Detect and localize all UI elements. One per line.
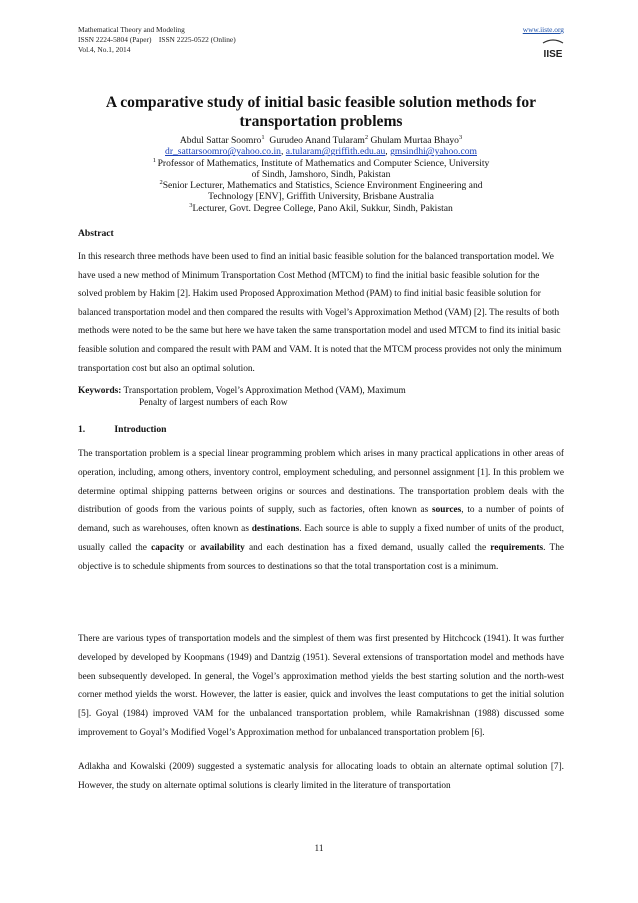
affiliation-2-cont: Technology [ENV], Griffith University, Brisbane Australia	[208, 191, 434, 203]
intro-paragraph-2: There are various types of transportation models and the simplest of them was first presented by Hitchcock (1941). It was further developed by developed by Koopmans (1949) and Dantzig (1951). Several extensions of transportation model and methods have been subsequently developed. In general, the Vogel’s approximation method yields the best starting solution and the north-west corner method yields the worst. However, the latter is easier, quick and involves the least computations to get the initial solution [5]. Goyal (1984) improved VAM for the unbalanced transportation problem, while Ramakrishnan (1988) discussed some improvement to Goyal’s Modified Vogel’s Approximation method for unbalanced transportation problem [6].	[78, 634, 564, 738]
keywords	[78, 385, 564, 409]
affiliation-3: $^3$Lecturer, Govt. Degree College, Pano Akil, Sukkur, Sindh, Pakistan	[189, 201, 453, 214]
affiliation-2: $^2$Senior Lecturer, Mathematics and Statistics, Science Environment Engineering and	[159, 179, 483, 192]
intro-paragraph-1: The transportation problem is a special linear programming problem which arises in many practical applications in other areas of operation, including, among others, inventory control, employment scheduling, and personnel assignment [1]. In this problem we determine optimal shipping patterns between origins or sources and destinations. The transportation problem deals with the distribution of goods from the various points of supply, such as factories, often known as sources, to a number of points of demand, such as warehouses, often known as destinations. Each source is able to supply a fixed number of units of the product, usually called the capacity or availability and each destination has a fixed demand, usually called the requirements. The objective is to schedule shipments from sources to destinations so that the total transportation cost is a minimum.	[78, 449, 565, 572]
journal-name: Mathematical Theory and Modeling	[78, 25, 185, 34]
section-number: 1.	[78, 424, 86, 435]
email-link-3[interactable]: gmsindhi@yahoo.com	[390, 146, 477, 158]
keywords-line-1: Transportation problem, Vogel’s Approximation Method (VAM), Maximum	[123, 386, 406, 396]
running-header	[78, 25, 236, 55]
section-heading	[78, 424, 166, 435]
paper-title: A comparative study of initial basic feasible solution methods for transportation problems	[105, 94, 537, 130]
abstract-heading: Abstract	[78, 228, 114, 239]
keywords-line-2: Penalty of largest numbers of each Row	[139, 398, 288, 408]
svg-text:IISE: IISE	[543, 49, 563, 60]
author-emails: dr_sattarsoomro@yahoo.co.in, a.tularam@griffith.edu.au, gmsindhi@yahoo.com	[165, 146, 477, 158]
affiliation-1: $^1$ Professor of Mathematics, Institute of Mathematics and Computer Science, University	[152, 156, 490, 169]
issn-line: ISSN 2224-5804 (Paper) ISSN 2225-0522 (Online)	[78, 35, 236, 44]
section-title: Introduction	[114, 424, 167, 435]
email-link-2[interactable]: a.tularam@griffith.edu.au	[285, 146, 386, 158]
author-names: Abdul Sattar Soomro$^1$ Gurudeo Anand Tularam$^2$ Ghulam Murtaa Bhayo$^3$	[179, 133, 463, 146]
keywords-label: Keywords:	[78, 386, 122, 396]
iiste-logo	[540, 37, 566, 61]
email-link-1[interactable]: dr_sattarsoomro@yahoo.co.in	[165, 146, 281, 158]
volume-line: Vol.4, No.1, 2014	[78, 45, 131, 54]
journal-website-link[interactable]: www.iiste.org	[522, 25, 564, 34]
affiliation-1-cont: of Sindh, Jamshoro, Sindh, Pakistan	[251, 168, 391, 180]
page-number: 11	[314, 844, 324, 854]
intro-paragraph-3: Adlakha and Kowalski (2009) suggested a systematic analysis for allocating loads to obtain an alternate optimal solution [7]. However, the study on alternate optimal solutions is clearly limited in the literature of transportation	[78, 762, 564, 791]
author-block	[78, 135, 564, 214]
abstract-text: In this research three methods have been used to find an initial basic feasible solution for the balanced transportation model. We have used a new method of Minimum Transportation Cost Method (MTCM) to find the initial basic feasible solution for the solved problem by Hakim [2]. Hakim used Proposed Approximation Method (PAM) to find initial basic feasible solution for balanced transportation model and then compared the results with Vogel’s Approximation Method (VAM) [2]. The results of both methods were noted to be the same but here we have taken the same transportation model and used MTCM to find its initial basic feasible solution and compared the result with PAM and VAM. It is noted that the MTCM process provides not only the minimum transportation cost but also an optimal solution.	[78, 252, 562, 374]
